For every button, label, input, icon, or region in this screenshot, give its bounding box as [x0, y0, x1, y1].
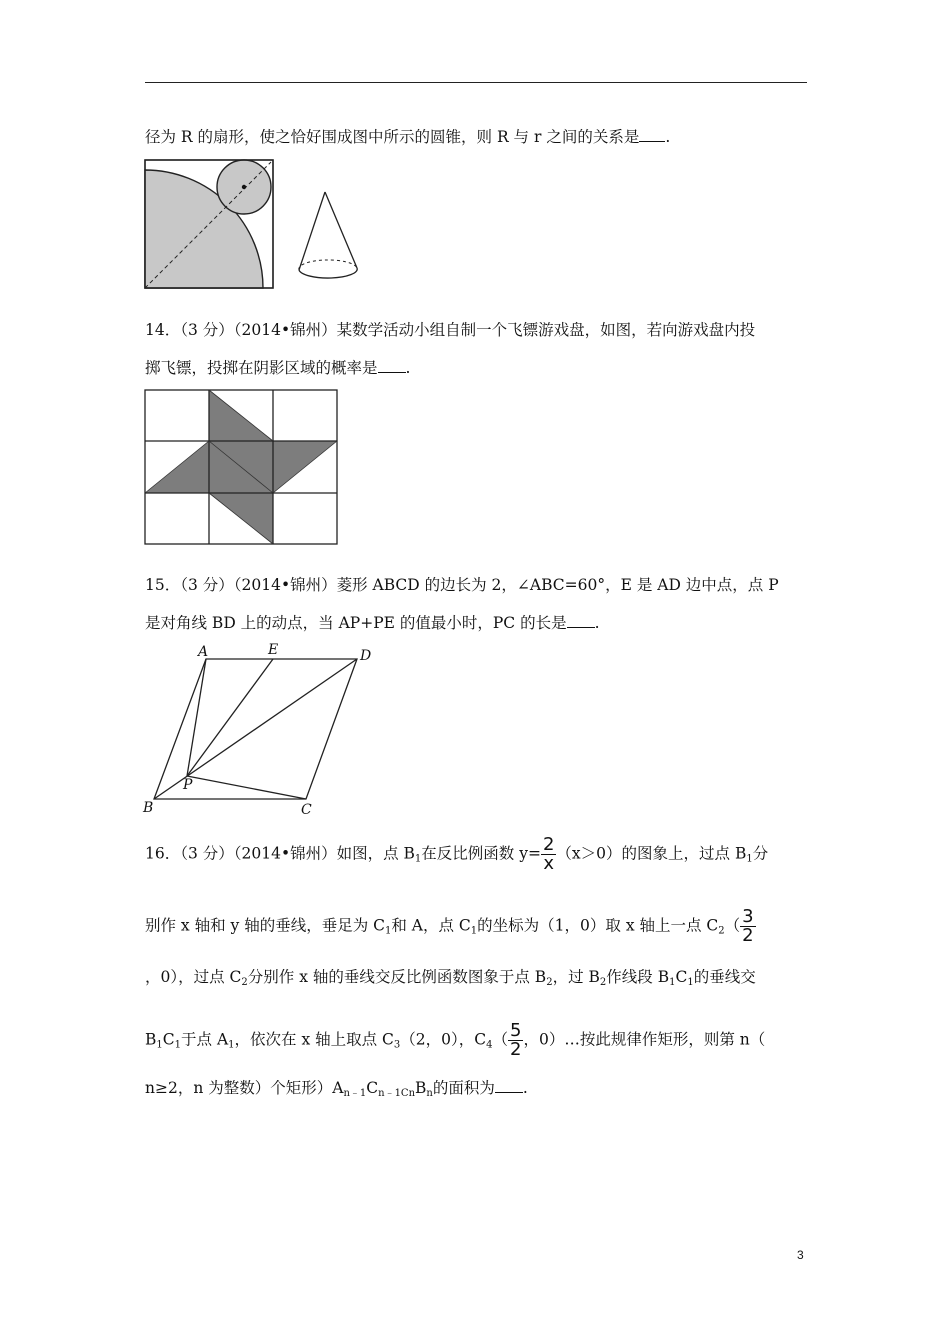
- q15-line2: 是对角线 BD 上的动点，当 AP+PE 的值最小时，PC 的长是 .: [145, 614, 600, 632]
- q14-dartboard-figure: [143, 388, 341, 550]
- q13-sector-cone-figure: [143, 158, 365, 292]
- q16-line2: 别作 x 轴和 y 轴的垂线，垂足为 $C_1$和 A，点 $C_1$的坐标为（1，0）取 x 轴上一点 $C_2$（ $\frac{3}{2}$: [145, 906, 754, 946]
- fraction-2-over-x: $\frac{2}{x}$: [542, 834, 555, 874]
- label-b: B: [143, 800, 154, 816]
- q14-line2: 掷飞镖，投掷在阴影区域的概率是 .: [145, 359, 411, 377]
- q16-line1: 16．（3 分）（2014•锦州）如图，点 $B_1$在反比例函数 y= $\frac{2}{x}$ （x＞0）的图象上，过点 $B_1$分: [145, 834, 769, 874]
- label-d: D: [360, 648, 372, 664]
- shade-diagonals: [145, 390, 337, 544]
- q13-text: 径为 R 的扇形，使之恰好围成图中所示的圆锥，则 R 与 r 之间的关系是 .: [145, 128, 671, 146]
- q15-rhombus-figure: [140, 640, 380, 818]
- q14-line1: 14．（3 分）（2014•锦州）某数学活动小组自制一个飞镖游戏盘，如图，若向游戏盘内投: [145, 321, 756, 339]
- label-p: P: [183, 777, 193, 793]
- label-c: C: [301, 802, 312, 818]
- label-e: E: [268, 642, 279, 658]
- q16-line5: n≥2，n 为整数）个矩形）$A_{n﹣1}C_{n﹣1Cn}B_n$的面积为 .: [145, 1079, 528, 1099]
- page-number: 3: [797, 1248, 804, 1262]
- label-a: A: [198, 644, 209, 660]
- q16-line4: $B_1C_1$于点 $A_1$，依次在 x 轴上取点 $C_3(2$，0），$C_4$（ $\frac{5}{2}$ ，0）…按此规律作矩形，则第 n（: [145, 1020, 766, 1060]
- header-rule: [145, 82, 807, 83]
- q15-line1: 15．（3 分）（2014•锦州）菱形 ABCD 的边长为 2，∠ABC=60°，E 是 AD 边中点，点 P: [145, 576, 779, 594]
- segment-pc: [187, 776, 306, 799]
- cone: [299, 192, 357, 278]
- q16-line3: ，0），过点 $C_2$分别作 x 轴的垂线交反比例函数图象于点 $B_2$，过 $B_2$作线段 $B_1C_1$的垂线交: [145, 968, 756, 988]
- fraction-5-over-2: $\frac{5}{2}$: [510, 1020, 522, 1060]
- segment-ap: [187, 659, 206, 776]
- circle-center: [242, 185, 246, 189]
- fraction-3-over-2: $\frac{3}{2}$: [742, 906, 754, 946]
